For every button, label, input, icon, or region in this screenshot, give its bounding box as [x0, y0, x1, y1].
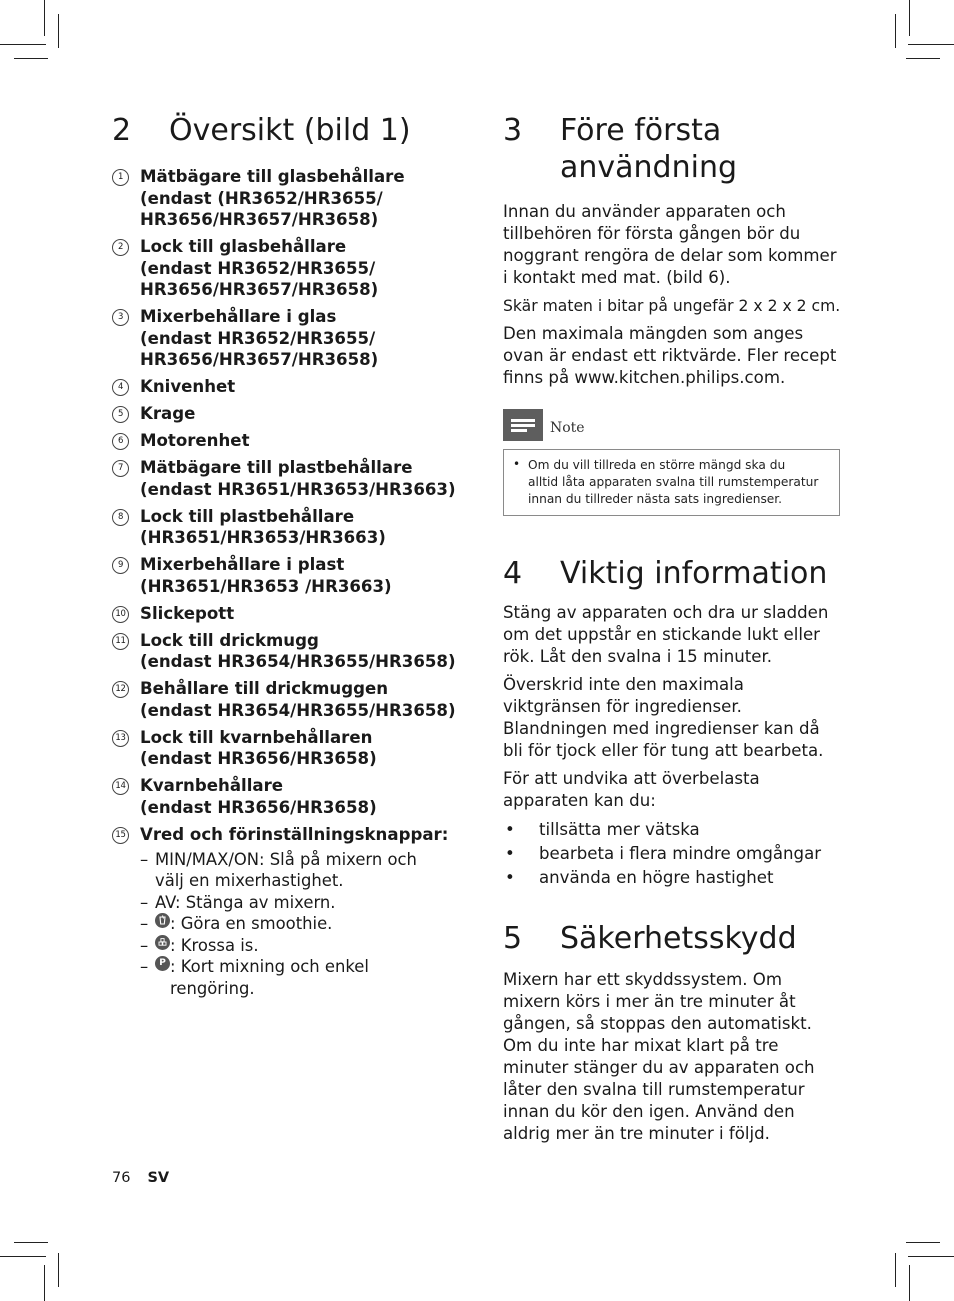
list-item — [112, 403, 457, 425]
section-5-heading — [503, 920, 848, 957]
dash: – — [140, 892, 149, 912]
sub-item-text: MIN/MAX/ON: Slå på mixern och välj en mixerhastighet. — [155, 849, 417, 890]
language-code: SV — [147, 1170, 170, 1186]
item-label: Mixerbehållare i plast (HR3651/HR3653 /HR3663) — [140, 555, 392, 596]
crop-mark — [14, 58, 48, 59]
list-item — [112, 457, 457, 500]
item-label: Knivenhet — [140, 377, 236, 396]
item-number-badge: 13 — [112, 730, 129, 747]
item-label: Slickepott — [140, 603, 235, 623]
controls-sublist — [140, 849, 457, 1000]
item-label: Krage — [140, 404, 196, 423]
section-4-heading — [503, 555, 848, 592]
paragraph: Stäng av apparaten och dra ur sladden om det uppstår en stickande lukt eller rök. Låt den svalna i 15 minuter. — [503, 603, 829, 666]
crop-mark — [908, 44, 954, 45]
note-content — [503, 449, 840, 516]
section-number: 3 — [503, 113, 523, 148]
sub-list-item — [140, 913, 457, 935]
ice-crush-icon — [155, 935, 170, 950]
list-item — [112, 306, 457, 371]
item-label: Lock till drickmugg (endast HR3654/HR3655/HR3658) — [140, 630, 456, 671]
list-item — [112, 775, 457, 818]
section-number: 4 — [503, 556, 523, 591]
crop-mark — [58, 1253, 59, 1287]
list-item — [503, 818, 848, 842]
item-number-badge: 10 — [112, 606, 129, 623]
crop-mark — [909, 0, 910, 36]
sub-list-item — [140, 849, 457, 892]
item-label: Mixerbehållare i glas (endast HR3652/HR3655/ HR3656/HR3657/HR3658) — [140, 307, 379, 369]
crop-mark — [58, 14, 59, 48]
bullet: • — [505, 820, 515, 839]
sub-item-text: AV: Stänga av mixern. — [155, 892, 336, 912]
section-3-heading — [503, 112, 848, 186]
section-title: Före första användning — [560, 113, 737, 185]
bullet-text: tillsätta mer vätska — [539, 820, 700, 839]
bullet: • — [513, 457, 521, 471]
bullet: • — [505, 844, 515, 863]
section-number: 5 — [503, 921, 523, 956]
left-column — [112, 112, 457, 999]
note-text: Om du vill tillreda en större mängd ska du alltid låta apparaten svalna till rumstemperatur innan du tillreder nästa sats ingredienser. — [528, 458, 819, 506]
item-number-badge: 15 — [112, 827, 129, 844]
overview-list — [112, 166, 457, 845]
item-label: Motorenhet — [140, 431, 250, 450]
item-number-badge: 3 — [112, 309, 129, 326]
list-item — [503, 866, 848, 890]
page-footer — [112, 1170, 169, 1186]
sub-item-text: : Krossa is. — [170, 935, 259, 955]
list-item — [112, 506, 457, 549]
crop-mark — [895, 14, 896, 48]
dash: – — [140, 914, 149, 933]
sub-list-item — [140, 935, 457, 957]
item-number-badge: 11 — [112, 633, 129, 650]
right-column — [503, 112, 848, 1151]
list-item — [112, 166, 457, 231]
item-number-badge: 12 — [112, 681, 129, 698]
section-title: Viktig information — [560, 556, 828, 591]
item-label: Lock till glasbehållare (endast HR3652/HR3655/ HR3656/HR3657/HR3658) — [140, 237, 379, 299]
pulse-p-icon: P — [155, 956, 170, 971]
bullet-text: använda en högre hastighet — [539, 868, 774, 887]
sub-item-text: : Kort mixning och enkel rengöring. — [170, 957, 369, 998]
note-label: Note — [550, 420, 585, 436]
section-title: Översikt (bild 1) — [169, 113, 411, 148]
bullet: • — [505, 868, 515, 887]
list-item — [112, 236, 457, 301]
item-label: Behållare till drickmuggen (endast HR3654/HR3655/HR3658) — [140, 679, 456, 720]
item-number-badge: 7 — [112, 460, 129, 477]
item-number-badge: 2 — [112, 239, 129, 256]
item-label: Lock till plastbehållare (HR3651/HR3653/HR3663) — [140, 506, 386, 547]
paragraph: Mixern har ett skyddssystem. Om mixern körs i mer än tre minuter åt gången, så stoppas den automatiskt. Om du inte har mixat klart på tre minuter stänger du av apparaten och låter den svalna till rumstemperatur innan du kör den igen. Använd den aldrig mer än tre minuter i följd. — [503, 970, 815, 1143]
crop-mark — [895, 1253, 896, 1287]
item-label: Lock till kvarnbehållaren (endast HR3656/HR3658) — [140, 727, 377, 768]
list-item — [112, 727, 457, 770]
crop-mark — [0, 44, 46, 45]
dash: – — [140, 849, 149, 869]
note-box — [503, 409, 848, 517]
item-number-badge: 1 — [112, 169, 129, 186]
crop-mark — [909, 1265, 910, 1301]
dash: – — [140, 957, 149, 976]
crop-mark — [906, 58, 940, 59]
section-title: Säkerhetsskydd — [560, 921, 797, 956]
item-number-badge: 9 — [112, 557, 129, 574]
paragraph: Skär maten i bitar på ungefär 2 x 2 x 2 cm. — [503, 297, 841, 315]
list-item — [112, 603, 457, 625]
section-2-heading — [112, 112, 457, 149]
crop-mark — [0, 1256, 46, 1257]
item-label: Mätbägare till glasbehållare (endast (HR3652/HR3655/ HR3656/HR3657/HR3658) — [140, 167, 405, 229]
list-item — [503, 842, 848, 866]
list-item — [112, 824, 457, 846]
item-number-badge: 6 — [112, 433, 129, 450]
paragraph: Innan du använder apparaten och tillbehören för första gången bör du noggrant rengöra de delar som kommer i kontakt med mat. (bild 6). — [503, 202, 837, 287]
page-number: 76 — [112, 1170, 131, 1186]
crop-mark — [44, 1265, 45, 1301]
dash: – — [140, 935, 149, 955]
item-number-badge: 5 — [112, 406, 129, 423]
paragraph: Den maximala mängden som anges ovan är endast ett riktvärde. Fler recept finns på www.kitchen.philips.com. — [503, 324, 837, 387]
sub-list-item — [140, 892, 457, 914]
crop-mark — [44, 0, 45, 36]
bullet-text: bearbeta i flera mindre omgångar — [539, 844, 822, 863]
list-item — [112, 678, 457, 721]
bullet-list — [503, 818, 848, 890]
paragraph: Överskrid inte den maximala viktgränsen för ingredienser. Blandningen med ingredienser kan då bli för tjock eller för tung att bearbeta. — [503, 675, 824, 760]
list-item — [112, 430, 457, 452]
item-number-badge: 4 — [112, 379, 129, 396]
list-item — [112, 554, 457, 597]
crop-mark — [908, 1256, 954, 1257]
item-label: Vred och förinställningsknappar: — [140, 824, 449, 844]
item-label: Mätbägare till plastbehållare (endast HR3651/HR3653/HR3663) — [140, 458, 456, 499]
list-item — [112, 630, 457, 673]
item-label: Kvarnbehållare (endast HR3656/HR3658) — [140, 776, 377, 817]
crop-mark — [906, 1242, 940, 1243]
sub-item-text: : Göra en smoothie. — [170, 914, 333, 933]
smoothie-cup-icon — [155, 913, 170, 928]
paragraph: För att undvika att överbelasta apparaten kan du: — [503, 769, 760, 810]
note-icon — [503, 409, 543, 441]
item-number-badge: 8 — [112, 509, 129, 526]
section-number: 2 — [112, 113, 132, 148]
crop-mark — [14, 1242, 48, 1243]
item-number-badge: 14 — [112, 778, 129, 795]
list-item — [112, 376, 457, 398]
sub-list-item — [140, 956, 457, 999]
